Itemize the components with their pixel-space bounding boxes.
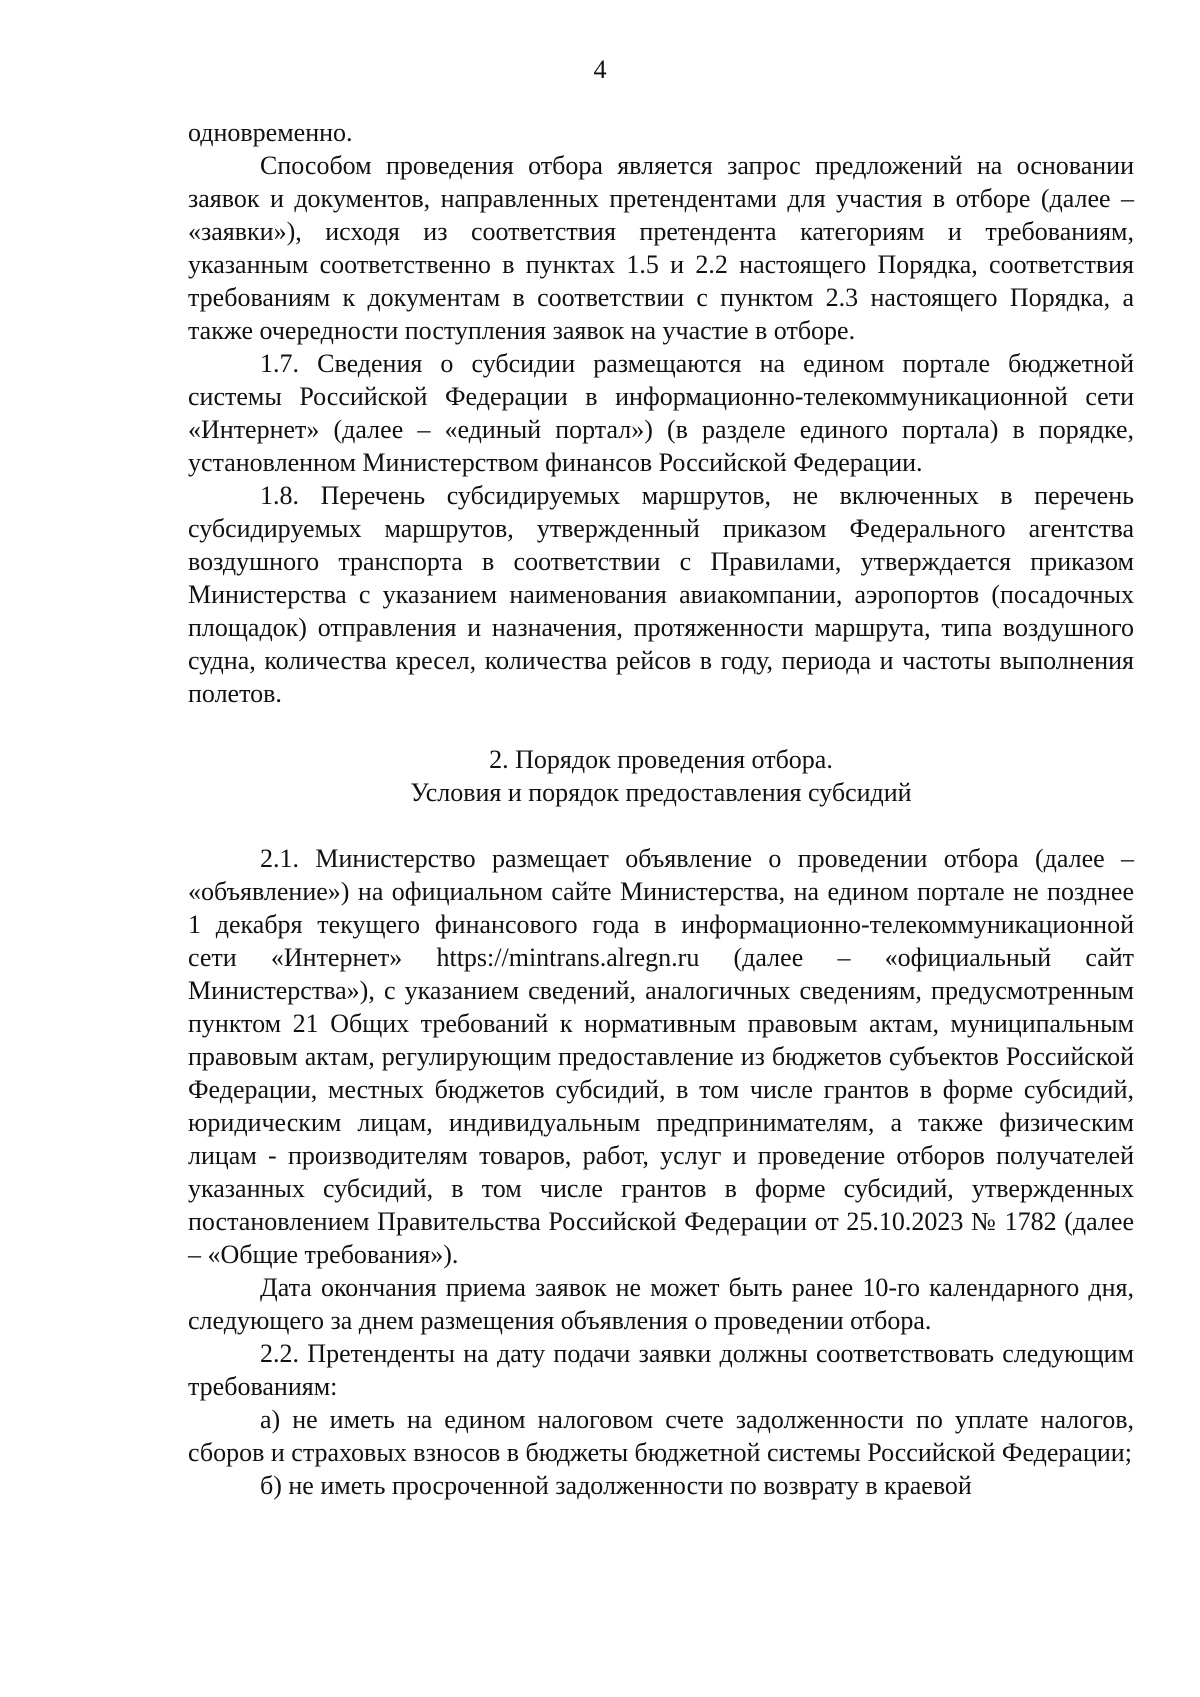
paragraph-2-1: 2.1. Министерство размещает объявление о проведении отбора (далее – «объявление») на официальном сайте Министерства, на едином портале не позднее 1 декабря текущего финансового года в информационно-телекоммуникационной сети «Интернет» https://mintrans.alregn.ru (далее – «официальный сайт Министерства»), с указанием сведений, аналогичных сведениям, предусмотренным пунктом 21 Общих требований к нормативным правовым актам, муниципальным правовым актам, регулирующим предоставление из бюджетов субъектов Российской Федерации, местных бюджетов субсидий, в том числе грантов в форме субсидий, юридическим лицам, индивидуальным предпринимателям, а также физическим лицам - производителям товаров, работ, услуг и проведение отборов получателей указанных субсидий, в том числе грантов в форме субсидий, утвержденных постановлением Правительства Российской Федерации от 25.10.2023 № 1782 (далее – «Общие требования»). bbox=[188, 844, 1134, 1269]
paragraph-selection-method: Способом проведения отбора является запрос предложений на основании заявок и документов, направленных претендентами для участия в отборе (далее – «заявки»), исходя из соответствия претендента категориям и требованиям, указанным соответственно в пунктах 1.5 и 2.2 настоящего Порядка, соответствия требованиям к документам в соответствии с пунктом 2.3 настоящего Порядка, а также очередности поступления заявок на участие в отборе. bbox=[188, 151, 1134, 345]
page-number: 4 bbox=[593, 55, 607, 84]
document-body bbox=[188, 116, 1134, 1502]
paragraph-deadline: Дата окончания приема заявок не может быть ранее 10-го календарного дня, следующего за днем размещения объявления о проведении отбора. bbox=[188, 1273, 1134, 1335]
paragraph-continuation: одновременно. bbox=[188, 118, 353, 147]
section-heading-line-2: Условия и порядок предоставления субсидий bbox=[410, 778, 912, 807]
section-heading bbox=[188, 743, 1134, 809]
paragraph-2-2-a: а) не иметь на едином налоговом счете задолженности по уплате налогов, сборов и страховых взносов в бюджеты бюджетной системы Российской Федерации; bbox=[188, 1405, 1134, 1467]
paragraph-1-7: 1.7. Сведения о субсидии размещаются на едином портале бюджетной системы Российской Федерации в информационно-телекоммуникационной сети «Интернет» (далее – «единый портал») (в разделе единого портала) в порядке, установленном Министерством финансов Российской Федерации. bbox=[188, 349, 1134, 477]
paragraph-2-2: 2.2. Претенденты на дату подачи заявки должны соответствовать следующим требованиям: bbox=[188, 1339, 1134, 1401]
paragraph-1-8: 1.8. Перечень субсидируемых маршрутов, не включенных в перечень субсидируемых маршрутов, утвержденный приказом Федерального агентства воздушного транспорта в соответствии с Правилами, утверждается приказом Министерства с указанием наименования авиакомпании, аэропортов (посадочных площадок) отправления и назначения, протяженности маршрута, типа воздушного судна, количества кресел, количества рейсов в году, периода и частоты выполнения полетов. bbox=[188, 481, 1134, 708]
section-heading-line-1: 2. Порядок проведения отбора. bbox=[489, 745, 833, 774]
paragraph-2-2-b: б) не иметь просроченной задолженности по возврату в краевой bbox=[260, 1471, 972, 1500]
